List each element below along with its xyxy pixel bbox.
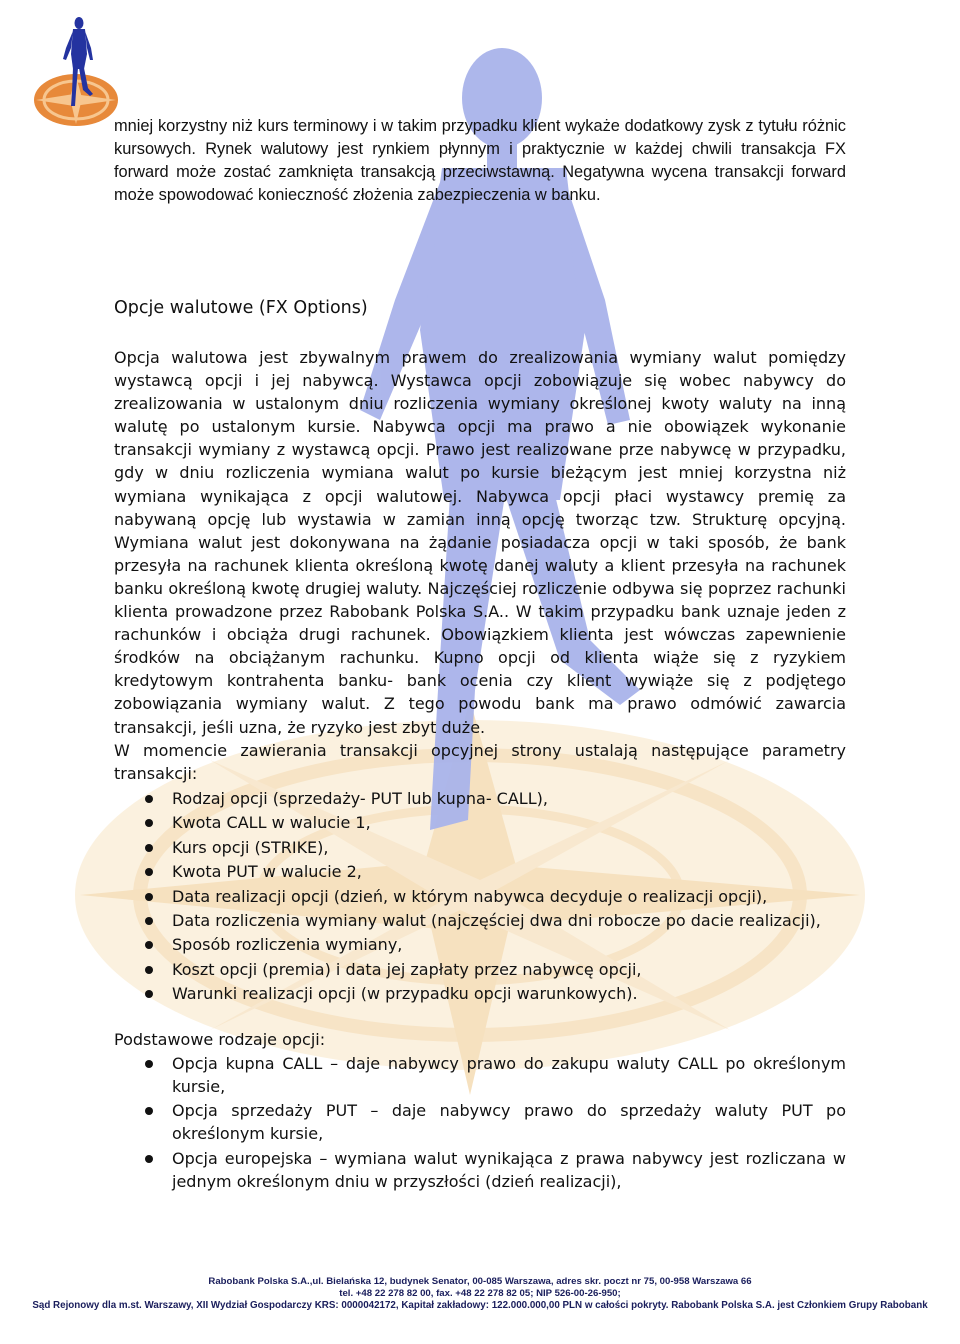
list-item: Rodzaj opcji (sprzedaży- PUT lub kupna- CALL), <box>114 787 846 811</box>
intro-paragraph <box>114 115 846 207</box>
list-item: Opcja sprzedaży PUT – daje nabywcy prawo do sprzedaży waluty PUT po określonym kursie, <box>114 1099 846 1145</box>
params-intro: W momencie zawierania transakcji opcyjnej strony ustalają następujące parametry transakcji: <box>114 740 846 783</box>
list-item: Kwota PUT w walucie 2, <box>114 860 846 884</box>
list-item: Data rozliczenia wymiany walut (najczęściej dwa dni robocze po dacie realizacji), <box>114 909 846 933</box>
option-types-list <box>114 1052 846 1193</box>
list-item: Opcja europejska – wymiana walut wynikająca z prawa nabywcy jest rozliczana w jednym określonym dniu w przyszłości (dzień realizacji), <box>114 1147 846 1193</box>
option-types-title-block <box>114 1028 846 1051</box>
parameters-list-block <box>114 787 846 1007</box>
list-item: Warunki realizacji opcji (w przypadku opcji warunkowych). <box>114 982 846 1006</box>
list-item: Kwota CALL w walucie 1, <box>114 811 846 835</box>
option-types-title: Podstawowe rodzaje opcji: <box>114 1030 326 1049</box>
rabobank-logo-icon <box>30 14 122 132</box>
footer-contact: tel. +48 22 278 82 00, fax. +48 22 278 82 05; NIP 526-00-26-950; <box>339 1288 621 1299</box>
footer-address: Rabobank Polska S.A.,ul. Bielańska 12, budynek Senator, 00-085 Warszawa, adres skr. poczt nr 75, 00-958 Warszawa 66 <box>208 1276 752 1287</box>
footer-registration: Sąd Rejonowy dla m.st. Warszawy, XII Wydział Gospodarczy KRS: 0000042172, Kapitał zakładowy: 122.000.000,00 PLN w całości pokryty. Rabobank Polska S.A. jest Członkiem Grupy Rabobank <box>32 1300 928 1311</box>
body-section <box>114 346 846 785</box>
list-item: Opcja kupna CALL – daje nabywcy prawo do zakupu waluty CALL po określonym kursie, <box>114 1052 846 1098</box>
intro-text: mniej korzystny niż kurs terminowy i w takim przypadku klient wykaże dodatkowy zysk z tytułu różnic kursowych. Rynek walutowy jest rynkiem płynnym i praktycznie w każdej chwili transakcja FX forward może zostać zamknięta transakcją przeciwstawną. Negatywna wycena transakcji forward może spowodować konieczność złożenia zabezpieczenia w banku. <box>114 117 846 205</box>
parameters-list <box>114 787 846 1007</box>
list-item: Kurs opcji (STRIKE), <box>114 836 846 860</box>
section-heading: Opcje walutowe (FX Options) <box>114 298 368 318</box>
option-types-block <box>114 1052 846 1194</box>
body-paragraph: Opcja walutowa jest zbywalnym prawem do zrealizowania wymiany walut pomiędzy wystawcą opcji i jej nabywcą. Wystawca opcji zobowiązuje się wobec nabywcy do zrealizowania w ustalonym dniu rozliczenia wymiany określonej kwoty waluty na inną walutę po ustalonym kursie. Nabywca opcji ma prawo a nie obowiązek wykonanie transakcji wymiany z wystawcą opcji. Prawo jest realizowane prze nabywcę w przypadku, gdy w dniu rozliczenia wymiana walut po kursie bieżącym jest mniej korzystna niż wymiana wynikająca z opcji walutowej. Nabywca opcji płaci wystawcy premię za nabywaną opcję lub wystawia w zamian inną opcję tworząc tzw. Strukturę opcyjną. Wymiana walut jest dokonywana na żądanie posiadacza opcji w taki sposób, że bank przesyła na rachunek klienta określoną kwotę danej waluty a klient przesyła na rachunek banku określoną kwotę drugiej waluty. Najczęściej rozliczenie odbywa się poprzez rachunki klienta prowadzone przez Rabobank Polska S.A.. W takim przypadku bank uznaje jeden z rachunków i obciąża drugi rachunek. Obowiązkiem klienta jest wówczas zapewnienie środków na obciążanym rachunku. Kupno opcji od klienta wiąże się z ryzykiem kredytowym kontrahenta banku- bank ocenia czy klient wywiąże się z podjętego zobowiązania wymiany walut. Z tego powodu bank ma prawo odmówić zawarcia transakcji, jeśli uzna, że ryzyko jest zbyt duże. <box>114 348 846 737</box>
list-item: Koszt opcji (premia) i data jej zapłaty przez nabywcę opcji, <box>114 958 846 982</box>
list-item: Data realizacji opcji (dzień, w którym nabywca decyduje o realizacji opcji), <box>114 885 846 909</box>
list-item: Sposób rozliczenia wymiany, <box>114 933 846 957</box>
